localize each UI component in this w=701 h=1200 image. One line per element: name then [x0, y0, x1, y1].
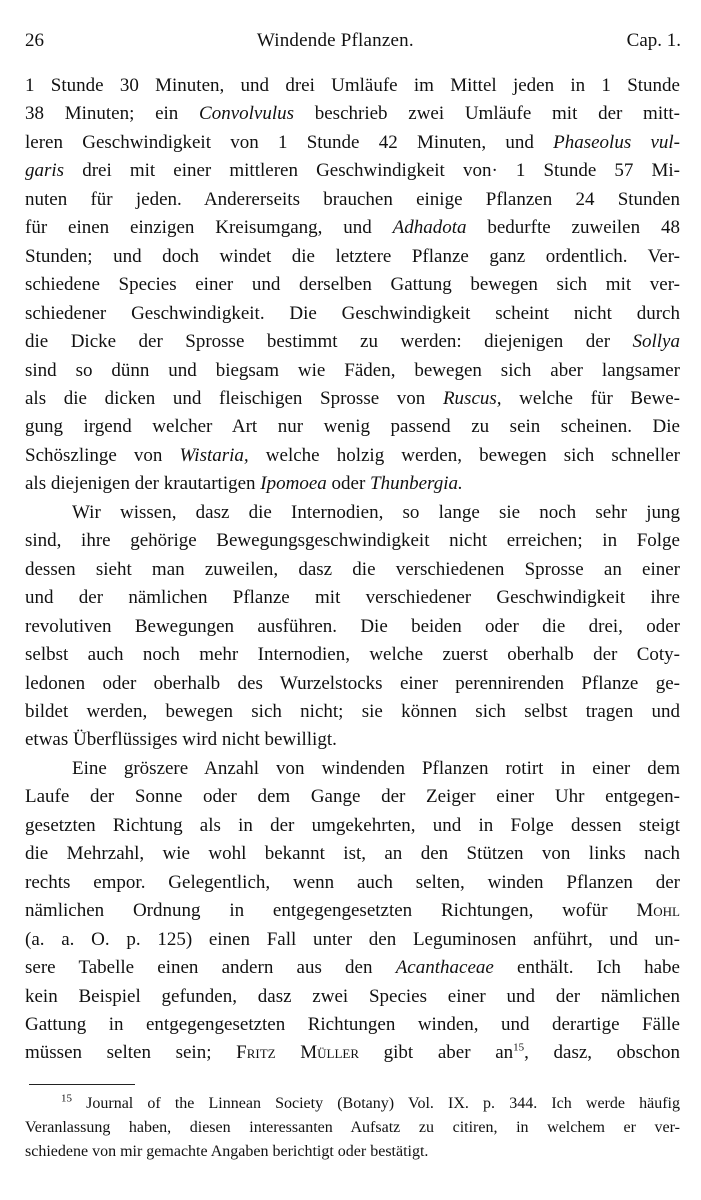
footnote-line	[25, 1140, 680, 1164]
text-run: rechts empor. Gelegentlich, wenn auch selten, winden Pflanzen der	[25, 871, 680, 893]
text-run: (a. a. O. p. 125) einen Fall unter den Leguminosen anführt, und un-	[25, 928, 680, 950]
text-run: als die dicken und fleischigen Sprosse von	[25, 387, 443, 409]
text-line	[25, 129, 680, 157]
body-text	[25, 72, 680, 1068]
text-line	[25, 157, 680, 185]
text-line	[25, 556, 680, 584]
text-run: schiedene Species einer und derselben Gattung bewegen sich mit ver-	[25, 274, 680, 296]
text-run: und der nämlichen Pflanze mit verschiedener Geschwindigkeit ihre	[25, 587, 680, 609]
italic-term: Ipomoea	[260, 473, 327, 495]
text-line	[25, 1011, 680, 1039]
chapter-label: Cap. 1.	[626, 30, 681, 51]
text-run: sere Tabelle einen andern aus den	[25, 957, 396, 979]
author-name: Mohl	[636, 900, 680, 922]
footnote-divider	[29, 1084, 135, 1085]
footnote-marker: 15	[61, 1092, 72, 1105]
text-line	[25, 214, 680, 242]
text-run: ledonen oder oberhalb des Wurzelstocks einer perennirenden Pflanze ge-	[25, 672, 680, 694]
text-run: schiedener Geschwindigkeit. Die Geschwindigkeit scheint nicht durch	[25, 302, 680, 324]
text-line	[25, 954, 680, 982]
text-run: selbst auch noch mehr Internodien, welche zuerst oberhalb der Coty-	[25, 644, 680, 666]
text-run: dessen sieht man zuweilen, dasz die verschiedenen Sprosse an einer	[25, 558, 680, 580]
text-run: drei mit einer mittleren Geschwindigkeit von· 1 Stunde 57 Mi-	[64, 160, 680, 182]
text-run: nuten für jeden. Andererseits brauchen einige Pflanzen 24 Stunden	[25, 188, 680, 210]
text-line	[25, 357, 680, 385]
text-run: 1 Stunde 30 Minuten, und drei Umläufe im Mittel jeden in 1 Stunde	[25, 75, 680, 96]
text-run: Journal of the Linnean Society (Botany) Vol. IX. p. 344. Ich werde häufig	[72, 1095, 680, 1112]
italic-term: Sollya	[632, 331, 680, 353]
text-run: revolutiven Bewegungen ausführen. Die beiden oder die drei, oder	[25, 615, 680, 637]
footnote-line	[25, 1092, 680, 1116]
text-line	[25, 442, 680, 470]
text-line	[25, 243, 680, 271]
text-line	[25, 100, 680, 128]
text-run: 38 Minuten; ein	[25, 103, 200, 125]
text-line	[25, 328, 680, 356]
text-run: beschrieb zwei Umläufe mit der mitt-	[294, 103, 680, 125]
text-run: schiedene von mir gemachte Angaben berichtigt oder bestätigt.	[25, 1143, 429, 1160]
italic-term: garis	[25, 160, 65, 182]
text-run: enthält. Ich habe	[493, 957, 680, 979]
text-line	[25, 869, 680, 897]
text-run: etwas Überflüssiges wird nicht bewilligt.	[25, 729, 337, 751]
footnote-marker: 15	[513, 1042, 525, 1055]
text-run: Veranlassung haben, diesen interessanten Aufsatz zu citiren, in welchem er ver-	[25, 1119, 680, 1136]
italic-term: Wistaria,	[179, 444, 249, 466]
text-run: müssen selten sein;	[25, 1042, 237, 1064]
text-line	[25, 926, 680, 954]
text-run: welche holzig werden, bewegen sich schneller	[248, 444, 680, 466]
text-run: Wir wissen, dasz die Internodien, so lange sie noch sehr jung	[72, 501, 680, 523]
text-line	[25, 840, 680, 868]
text-run: bedurfte zuweilen 48	[466, 217, 680, 239]
italic-term: Phaseolus vul-	[553, 131, 680, 153]
running-title: Windende Pflanzen.	[256, 30, 414, 51]
text-line	[25, 499, 680, 527]
text-line	[25, 186, 680, 214]
text-run: für einen einzigen Kreisumgang, und	[25, 217, 393, 239]
italic-term: Adhadota	[392, 217, 467, 239]
italic-term: Thunbergia.	[370, 473, 463, 495]
text-run: als diejenigen der krautartigen	[25, 473, 261, 495]
text-line	[25, 783, 680, 811]
italic-term: Acanthaceae	[395, 957, 494, 979]
text-line	[25, 641, 680, 669]
text-run: Gattung in entgegengesetzten Richtungen winden, und derartige Fälle	[25, 1013, 680, 1035]
text-run: gibt aber an	[359, 1042, 514, 1064]
text-run: nämlichen Ordnung in entgegengesetzten Richtungen, wofür	[25, 900, 637, 922]
text-line	[25, 726, 680, 754]
text-line	[25, 470, 680, 498]
text-line	[25, 698, 680, 726]
text-run: Laufe der Sonne oder dem Gange der Zeiger einer Uhr entgegen-	[25, 786, 680, 808]
italic-term: Convolvulus	[199, 103, 295, 125]
text-line	[25, 584, 680, 612]
text-run: sind so dünn und biegsam wie Fäden, bewegen sich aber langsamer	[25, 359, 680, 381]
text-run: gung irgend welcher Art nur wenig passend zu sein scheinen. Die	[25, 416, 680, 438]
text-line	[25, 755, 680, 783]
text-run: sind, ihre gehörige Bewegungsgeschwindigkeit nicht erreichen; in Folge	[25, 530, 680, 552]
text-run: Schöszlinge von	[25, 444, 180, 466]
text-run: Stunden; und doch windet die letztere Pflanze ganz ordentlich. Ver-	[25, 245, 680, 267]
text-run: die Dicke der Sprosse bestimmt zu werden: diejenigen der	[25, 331, 633, 353]
text-run: gesetzten Richtung als in der umgekehrten, und in Folge dessen steigt	[25, 814, 680, 836]
text-line	[25, 897, 680, 925]
text-line	[25, 670, 680, 698]
text-line	[25, 983, 680, 1011]
text-line	[25, 1039, 680, 1067]
author-name: Fritz Müller	[236, 1042, 360, 1064]
text-line	[25, 527, 680, 555]
text-run: welche für Bewe-	[501, 387, 681, 409]
text-run: die Mehrzahl, wie wohl bekannt ist, an den Stützen von links nach	[25, 843, 680, 865]
text-line	[25, 413, 680, 441]
text-run: , dasz, obschon	[524, 1042, 681, 1064]
text-line	[25, 72, 680, 100]
running-header	[25, 30, 681, 60]
text-line	[25, 812, 680, 840]
footnote-line	[25, 1116, 680, 1140]
footnotes	[25, 1092, 680, 1164]
text-line	[25, 271, 680, 299]
text-line	[25, 613, 680, 641]
text-line	[25, 300, 680, 328]
text-run: Eine gröszere Anzahl von windenden Pflanzen rotirt in einer dem	[72, 757, 680, 779]
text-run: oder	[326, 473, 371, 495]
italic-term: Ruscus,	[442, 387, 502, 409]
text-line	[25, 385, 680, 413]
text-run: bildet werden, bewegen sich nicht; sie können sich selbst tragen und	[25, 700, 680, 722]
text-run: leren Geschwindigkeit von 1 Stunde 42 Minuten, und	[25, 131, 554, 153]
page-number: 26	[25, 30, 44, 51]
text-run: kein Beispiel gefunden, dasz zwei Species einer und der nämlichen	[25, 985, 680, 1007]
